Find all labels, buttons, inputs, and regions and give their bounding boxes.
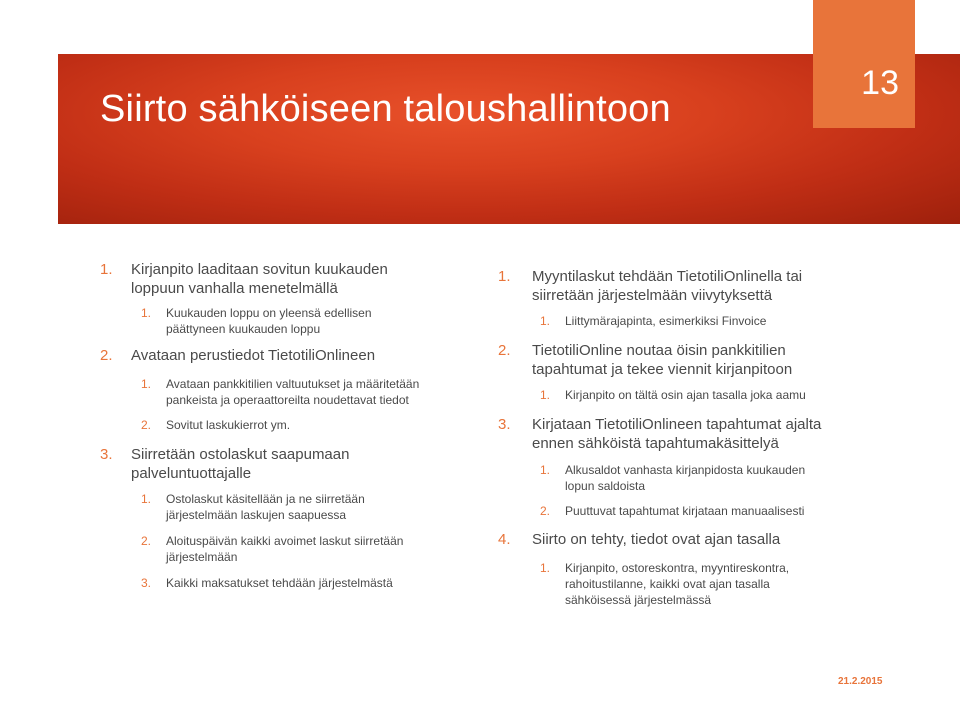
list-number: 2. — [100, 347, 113, 364]
list-number: 3. — [100, 446, 113, 463]
list-number: 1. — [141, 492, 152, 506]
list-text: Avataan perustiedot TietotiliOnlineen — [131, 347, 376, 364]
list-text: Siirto on tehty, tiedot ovat ajan tasalla — [532, 531, 781, 548]
list-text: Aloituspäivän kaikki avoimet laskut siirretään järjestelmään — [166, 534, 404, 564]
list-number: 1. — [540, 463, 551, 477]
list-text: Kuukauden loppu on yleensä edellisen päättyneen kuukauden loppu — [166, 306, 372, 336]
list-text: Alkusaldot vanhasta kirjanpidosta kuukauden lopun saldoista — [565, 463, 806, 493]
list-number: 1. — [141, 306, 152, 320]
list-text: TietotiliOnline noutaa öisin pankkitilien tapahtumat ja tekee viennit kirjanpitoon — [532, 342, 793, 378]
list-number: 1. — [498, 268, 511, 285]
list-text: Siirretään ostolaskut saapumaan palveluntuottajalle — [131, 446, 350, 482]
list-text: Kaikki maksatukset tehdään järjestelmästä — [166, 576, 393, 590]
list-number: 1. — [540, 314, 551, 328]
list-text: Kirjanpito, ostoreskontra, myyntireskontra, rahoitustilanne, kaikki ovat ajan tasalla sähköisessä järjestelmässä — [565, 561, 790, 607]
list-text: Kirjanpito laaditaan sovitun kuukauden loppuun vanhalla menetelmällä — [131, 261, 388, 297]
list-number: 4. — [498, 531, 511, 548]
list-number: 2. — [141, 418, 152, 432]
list-number: 3. — [141, 576, 152, 590]
list-text: Myyntilaskut tehdään TietotiliOnlinella tai siirretään järjestelmään viivytyksettä — [532, 268, 803, 304]
list-text: Liittymärajapinta, esimerkiksi Finvoice — [565, 314, 767, 328]
list-text: Ostolaskut käsitellään ja ne siirretään järjestelmään laskujen saapuessa — [166, 492, 365, 522]
list-number: 3. — [498, 416, 511, 433]
list-number: 2. — [141, 534, 152, 548]
list-number: 1. — [540, 388, 551, 402]
list-number: 1. — [100, 261, 113, 278]
list-text: Sovitut laskukierrot ym. — [166, 418, 291, 432]
list-number: 2. — [540, 504, 551, 518]
slide-number: 13 — [861, 64, 899, 102]
list-text: Kirjanpito on tältä osin ajan tasalla joka aamu — [565, 388, 806, 402]
list-number: 1. — [141, 377, 152, 391]
slide-date: 21.2.2015 — [838, 676, 883, 687]
list-text: Kirjataan TietotiliOnlineen tapahtumat ajalta ennen sähköistä tapahtumakäsittelyä — [532, 416, 822, 452]
list-number: 2. — [498, 342, 511, 359]
list-text: Avataan pankkitilien valtuutukset ja määritetään pankeista ja operaattoreilta noudettavat tiedot — [166, 377, 420, 407]
list-text: Puuttuvat tapahtumat kirjataan manuaalisesti — [565, 504, 805, 518]
list-number: 1. — [540, 561, 551, 575]
slide-title: Siirto sähköiseen taloushallintoon — [100, 88, 671, 130]
